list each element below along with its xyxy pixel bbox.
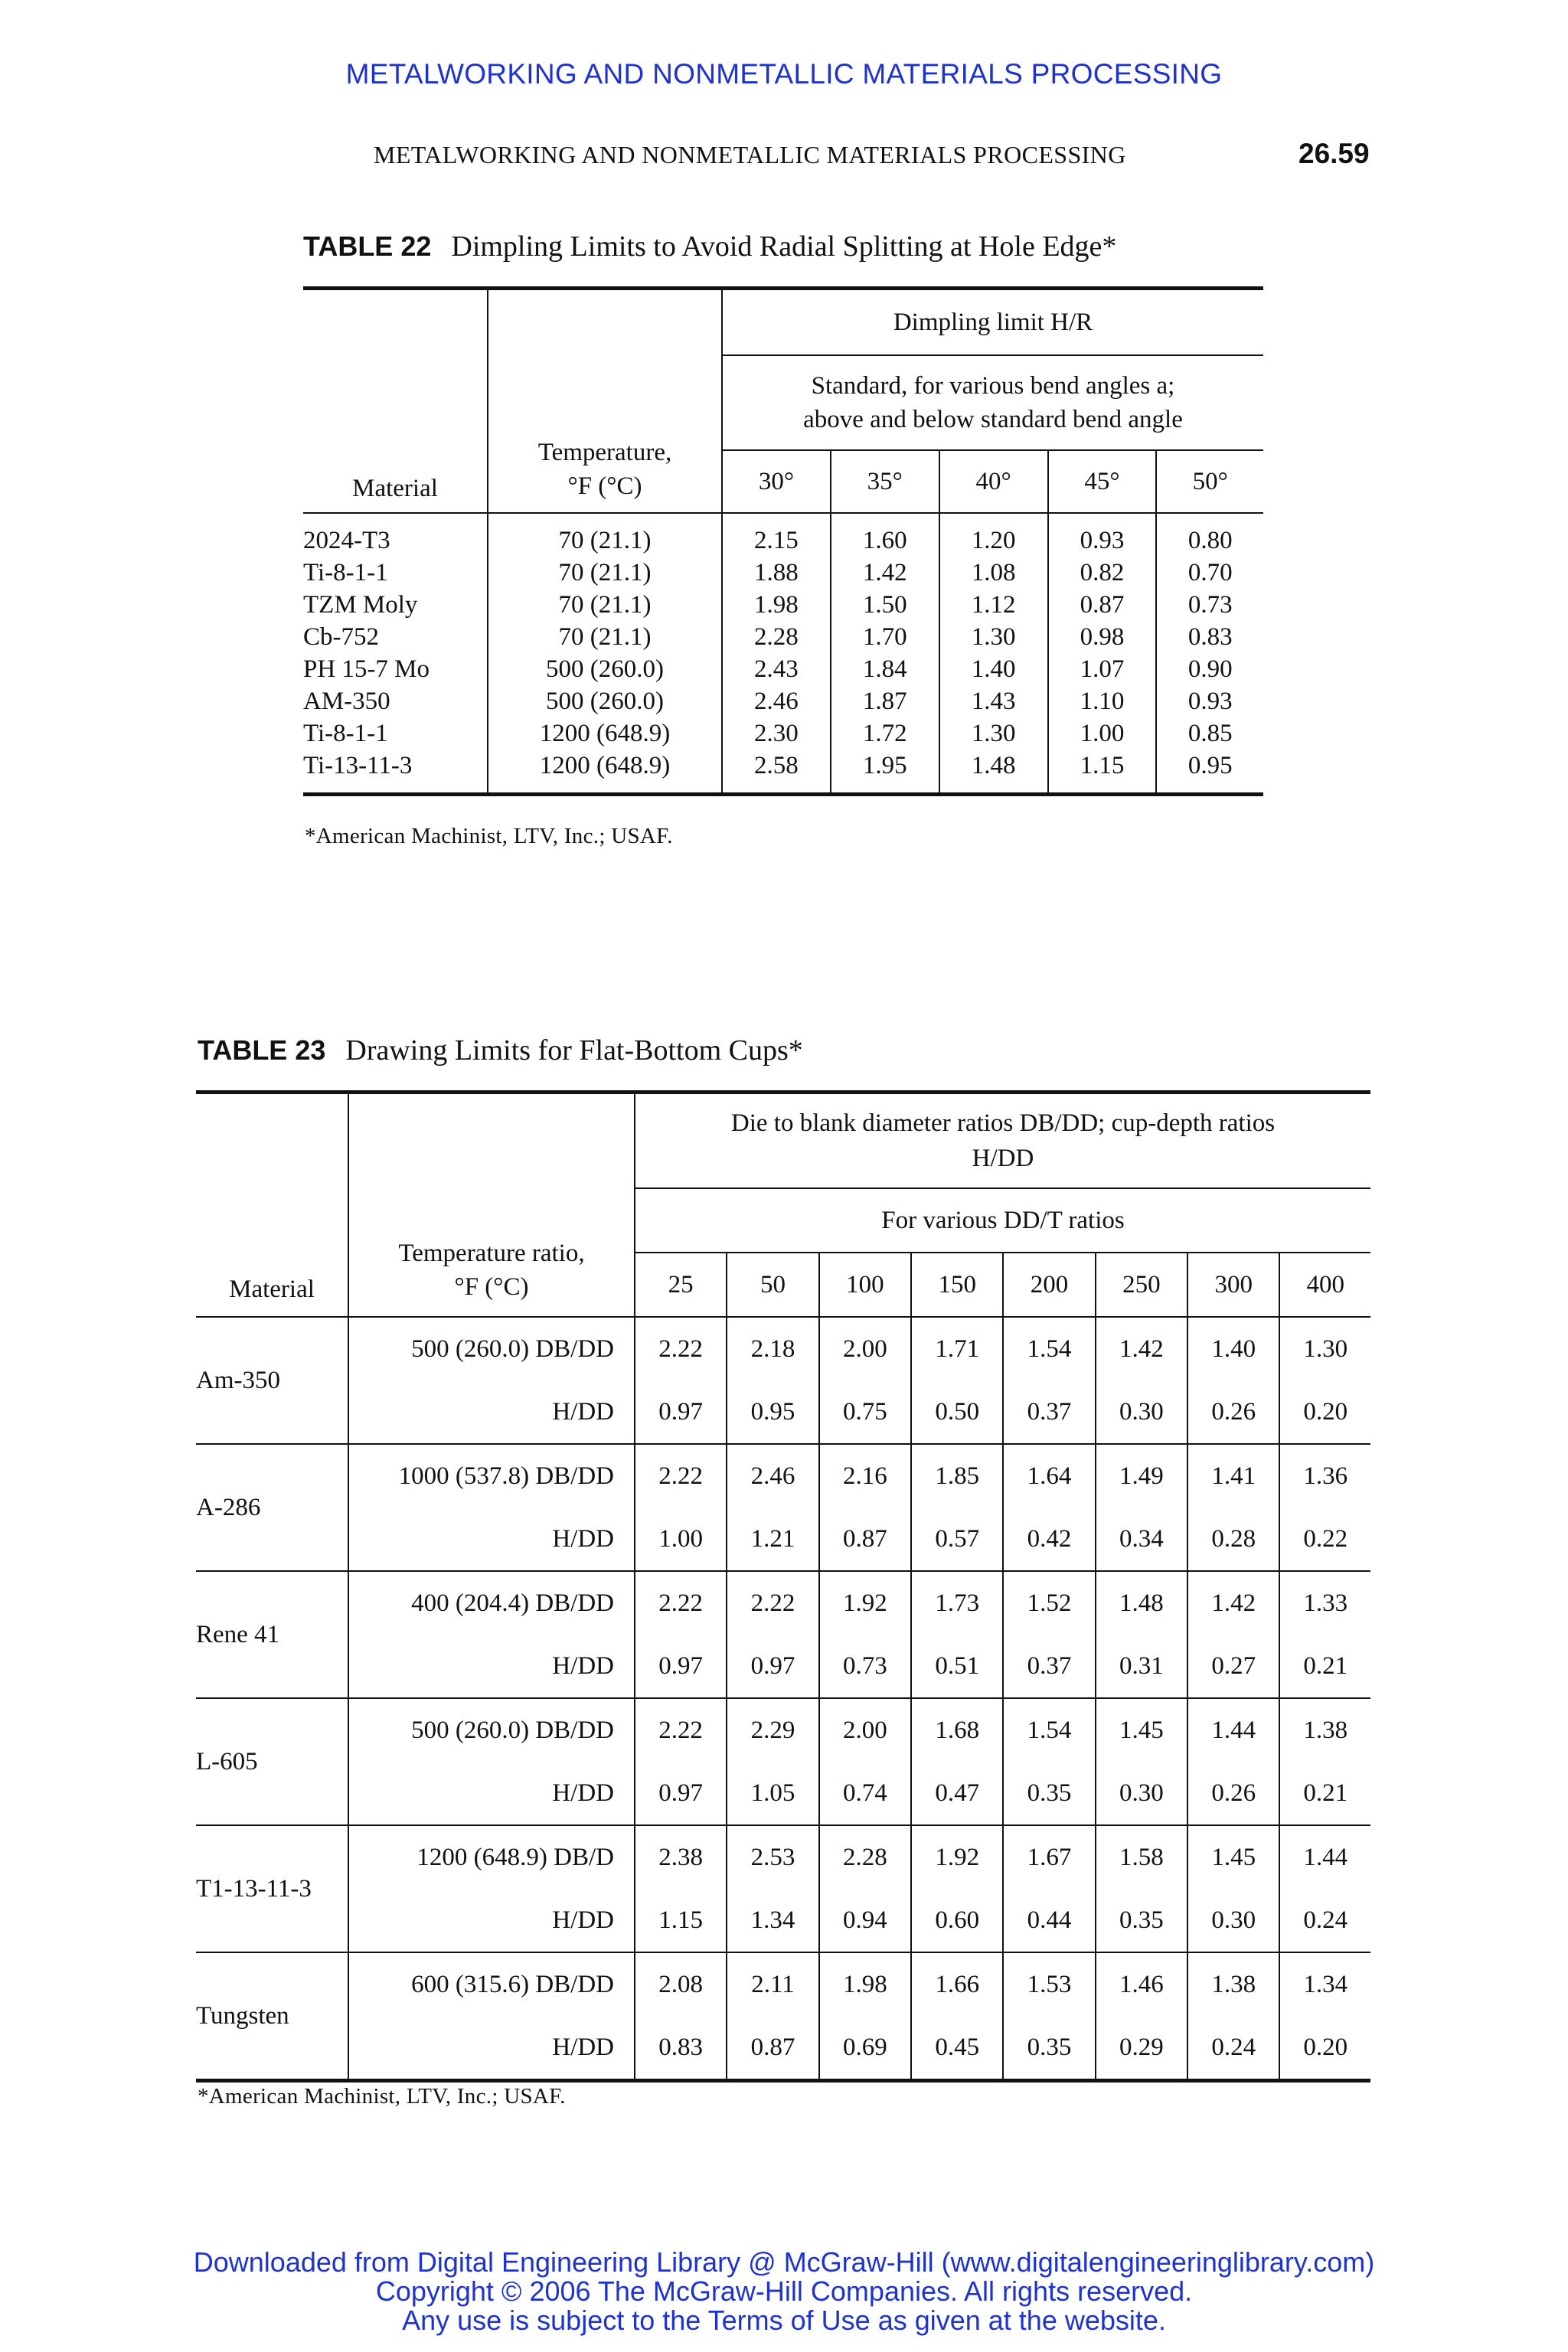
table23-value-cell: 0.45	[911, 2016, 1003, 2081]
table-row	[196, 1571, 1370, 1635]
table23-row-label-cell: 600 (315.6) DB/DD	[348, 1952, 635, 2016]
table22-header-dimpling: Dimpling limit H/R	[722, 289, 1263, 356]
table23-body	[196, 1317, 1370, 2081]
table23-header-temperature-line2: °F (°C)	[454, 1273, 529, 1301]
table23-value-cell: 0.75	[819, 1380, 911, 1444]
table23-value-cell: 2.29	[727, 1698, 818, 1762]
table22-header-standard-line2: above and below standard bend angle	[803, 406, 1183, 433]
table22-value-cell: 2.43	[722, 653, 831, 685]
table22-value-cell: 1.30	[939, 621, 1048, 653]
table22-label: TABLE 22	[303, 230, 432, 262]
table23-value-cell: 1.49	[1096, 1444, 1187, 1508]
table22-header-standard	[722, 355, 1263, 450]
table22-header-standard-line1: Standard, for various bend angles a;	[811, 372, 1175, 400]
table22-material-cell: Ti-8-1-1	[303, 719, 388, 747]
table22-value-cell: 1.30	[939, 717, 1048, 750]
table22-value-cell: 1.87	[831, 685, 939, 717]
footer-copyright-line: Copyright © 2006 The McGraw-Hill Companies. All rights reserved.	[375, 2275, 1193, 2307]
table23-title: Drawing Limits for Flat-Bottom Cups*	[345, 1034, 803, 1067]
table23-value-cell: 1.68	[911, 1698, 1003, 1762]
table23-value-cell: 0.51	[911, 1635, 1003, 1698]
table22-value-cell: 1.07	[1048, 653, 1157, 685]
table23-value-cell: 2.22	[635, 1698, 727, 1762]
table22-value-cell: 1.72	[831, 717, 939, 750]
table23-value-cell: 1.67	[1003, 1825, 1095, 1889]
table-row	[196, 1889, 1370, 1952]
table23-value-cell: 1.98	[819, 1952, 911, 2016]
table23-value-cell: 2.08	[635, 1952, 727, 2016]
table23-header-die-ratio	[635, 1093, 1370, 1189]
table22-value-cell: 0.87	[1048, 589, 1157, 621]
table-row	[303, 557, 1263, 589]
table-row	[196, 1635, 1370, 1698]
table23-value-cell: 1.44	[1187, 1698, 1279, 1762]
table-row	[196, 1825, 1370, 1889]
table22-material-cell: Cb-752	[303, 622, 379, 651]
table23-header-die-line1: Die to blank diameter ratios DB/DD; cup-depth ratios	[730, 1109, 1276, 1137]
table23-row-label-cell: H/DD	[348, 1762, 635, 1825]
table23-value-cell: 0.95	[727, 1380, 818, 1444]
table23-value-cell: 1.05	[727, 1762, 818, 1825]
table-row	[303, 750, 1263, 795]
table23-value-cell: 1.40	[1187, 1317, 1279, 1380]
table23-value-cell: 1.54	[1003, 1698, 1095, 1762]
table23-material-cell: L-605	[196, 1698, 348, 1825]
table23-ratio-header: 150	[911, 1253, 1003, 1317]
table22-temperature-cell: 70 (21.1)	[488, 589, 722, 621]
table22-value-cell: 1.15	[1048, 750, 1157, 795]
table22-value-cell: 1.10	[1048, 685, 1157, 717]
table23-value-cell: 1.41	[1187, 1444, 1279, 1508]
table22-temperature-cell: 70 (21.1)	[488, 557, 722, 589]
table23-material-cell: A-286	[196, 1444, 348, 1571]
table22-value-cell: 2.28	[722, 621, 831, 653]
table23-material-cell: Rene 41	[196, 1571, 348, 1698]
table23-value-cell: 1.92	[819, 1571, 911, 1635]
table22	[303, 286, 1263, 796]
table23-value-cell: 1.48	[1096, 1571, 1187, 1635]
table23-value-cell: 0.27	[1187, 1635, 1279, 1698]
table22-value-cell: 0.93	[1156, 685, 1263, 717]
table23-value-cell: 1.21	[727, 1508, 818, 1571]
table22-value-cell: 1.08	[939, 557, 1048, 589]
table23-row-label-cell: 400 (204.4) DB/DD	[348, 1571, 635, 1635]
table23-value-cell: 0.97	[635, 1762, 727, 1825]
table22-material-cell: AM-350	[303, 687, 390, 715]
table22-value-cell: 1.60	[831, 513, 939, 557]
table23-value-cell: 1.53	[1003, 1952, 1095, 2016]
table23-value-cell: 0.30	[1096, 1762, 1187, 1825]
table23-value-cell: 0.44	[1003, 1889, 1095, 1952]
table-row	[196, 1508, 1370, 1571]
table23-value-cell: 0.22	[1279, 1508, 1370, 1571]
table-row	[303, 653, 1263, 685]
table22-value-cell: 2.15	[722, 513, 831, 557]
table23-value-cell: 0.97	[635, 1635, 727, 1698]
table23-value-cell: 0.50	[911, 1380, 1003, 1444]
table23-value-cell: 0.26	[1187, 1762, 1279, 1825]
table23-value-cell: 1.71	[911, 1317, 1003, 1380]
table22-temperature-cell: 500 (260.0)	[488, 653, 722, 685]
table22-temperature-cell: 70 (21.1)	[488, 621, 722, 653]
table23-value-cell: 1.85	[911, 1444, 1003, 1508]
table-row	[196, 1380, 1370, 1444]
table22-value-cell: 0.82	[1048, 557, 1157, 589]
table23-value-cell: 0.42	[1003, 1508, 1095, 1571]
table23-value-cell: 2.00	[819, 1317, 911, 1380]
table23-value-cell: 0.20	[1279, 1380, 1370, 1444]
table-row	[303, 513, 1263, 557]
table22-value-cell: 1.20	[939, 513, 1048, 557]
table22-material-cell: Ti-8-1-1	[303, 558, 388, 586]
table23-value-cell: 0.28	[1187, 1508, 1279, 1571]
table22-value-cell: 1.43	[939, 685, 1048, 717]
table23-value-cell: 0.57	[911, 1508, 1003, 1571]
table22-header-temperature-line2: °F (°C)	[567, 472, 642, 500]
table23-row-label-cell: H/DD	[348, 1635, 635, 1698]
table23-value-cell: 1.42	[1187, 1571, 1279, 1635]
table23-value-cell: 0.24	[1187, 2016, 1279, 2081]
table22-angle-header: 40°	[939, 450, 1048, 513]
table22-value-cell: 0.85	[1156, 717, 1263, 750]
table23-value-cell: 0.74	[819, 1762, 911, 1825]
table23-value-cell: 0.26	[1187, 1380, 1279, 1444]
table23-value-cell: 1.92	[911, 1825, 1003, 1889]
table23-value-cell: 1.64	[1003, 1444, 1095, 1508]
table23-ratio-header: 100	[819, 1253, 911, 1317]
table23-value-cell: 2.16	[819, 1444, 911, 1508]
table23-value-cell: 0.47	[911, 1762, 1003, 1825]
table23-header-for-various: For various DD/T ratios	[635, 1188, 1370, 1253]
table22-material-cell: 2024-T3	[303, 526, 390, 554]
table22-value-cell: 0.95	[1156, 750, 1263, 795]
table23-value-cell: 0.24	[1279, 1889, 1370, 1952]
table23-value-cell: 1.54	[1003, 1317, 1095, 1380]
table22-title: Dimpling Limits to Avoid Radial Splitting at Hole Edge*	[451, 230, 1117, 263]
table23-value-cell: 2.38	[635, 1825, 727, 1889]
table23-value-cell: 1.15	[635, 1889, 727, 1952]
table23-value-cell: 1.36	[1279, 1444, 1370, 1508]
table22-temperature-cell: 70 (21.1)	[488, 513, 722, 557]
table23-ratio-header: 50	[727, 1253, 818, 1317]
table-row	[196, 1317, 1370, 1380]
table22-material-cell: Ti-13-11-3	[303, 751, 413, 779]
table23-value-cell: 2.28	[819, 1825, 911, 1889]
table23-material-cell: T1-13-11-3	[196, 1825, 348, 1952]
table23-value-cell: 1.00	[635, 1508, 727, 1571]
table22-header-temperature-line1: Temperature,	[537, 439, 672, 466]
table23-value-cell: 2.53	[727, 1825, 818, 1889]
table-row	[303, 717, 1263, 750]
table22-value-cell: 1.48	[939, 750, 1048, 795]
table22-value-cell: 1.12	[939, 589, 1048, 621]
table23-value-cell: 0.21	[1279, 1762, 1370, 1825]
table23-row-label-cell: 500 (260.0) DB/DD	[348, 1698, 635, 1762]
table23-ratio-header: 200	[1003, 1253, 1095, 1317]
table22-value-cell: 1.98	[722, 589, 831, 621]
table23-value-cell: 1.45	[1096, 1698, 1187, 1762]
table23-value-cell: 0.35	[1003, 2016, 1095, 2081]
table23-row-label-cell: 500 (260.0) DB/DD	[348, 1317, 635, 1380]
table23-value-cell: 2.22	[635, 1317, 727, 1380]
table22-value-cell: 1.00	[1048, 717, 1157, 750]
table23-footnote: *American Machinist, LTV, Inc.; USAF.	[198, 2084, 566, 2109]
table22-value-cell: 2.58	[722, 750, 831, 795]
table22-material-cell: PH 15-7 Mo	[303, 655, 430, 683]
table23-row-label-cell: H/DD	[348, 1508, 635, 1571]
table23-value-cell: 1.58	[1096, 1825, 1187, 1889]
page-number: 26.59	[1298, 138, 1370, 169]
table22-angle-header: 45°	[1048, 450, 1157, 513]
table23-value-cell: 1.33	[1279, 1571, 1370, 1635]
table-row	[196, 1698, 1370, 1762]
table23-row-label-cell: H/DD	[348, 1889, 635, 1952]
table-row	[196, 1444, 1370, 1508]
table23-value-cell: 2.46	[727, 1444, 818, 1508]
table22-caption	[303, 230, 1116, 263]
table23-header-material: Material	[196, 1093, 348, 1318]
table23-value-cell: 2.22	[635, 1571, 727, 1635]
table-row	[303, 685, 1263, 717]
table22-value-cell: 1.70	[831, 621, 939, 653]
table22-value-cell: 2.30	[722, 717, 831, 750]
table23-row-label-cell: 1000 (537.8) DB/DD	[348, 1444, 635, 1508]
table23-material-cell: Am-350	[196, 1317, 348, 1444]
table23-caption	[198, 1034, 803, 1067]
table22-value-cell: 0.83	[1156, 621, 1263, 653]
top-banner: METALWORKING AND NONMETALLIC MATERIALS PROCESSING	[345, 58, 1223, 90]
table22-temperature-cell: 500 (260.0)	[488, 685, 722, 717]
table23-value-cell: 1.34	[727, 1889, 818, 1952]
table23-label: TABLE 23	[198, 1034, 326, 1066]
table23-header-temperature-line1: Temperature ratio,	[398, 1240, 585, 1267]
table22-value-cell: 0.98	[1048, 621, 1157, 653]
table22-value-cell: 1.84	[831, 653, 939, 685]
table23-value-cell: 0.30	[1096, 1380, 1187, 1444]
table22-value-cell: 0.73	[1156, 589, 1263, 621]
table23-ratio-header: 300	[1187, 1253, 1279, 1317]
table22-value-cell: 2.46	[722, 685, 831, 717]
table23-value-cell: 1.34	[1279, 1952, 1370, 2016]
table23-value-cell: 0.37	[1003, 1635, 1095, 1698]
table22-temperature-cell: 1200 (648.9)	[488, 717, 722, 750]
table23-value-cell: 1.42	[1096, 1317, 1187, 1380]
table23-value-cell: 0.20	[1279, 2016, 1370, 2081]
table22-value-cell: 0.70	[1156, 557, 1263, 589]
table23-ratio-header: 250	[1096, 1253, 1187, 1317]
table-row	[303, 621, 1263, 653]
table23-value-cell: 1.46	[1096, 1952, 1187, 2016]
table23-material-cell: Tungsten	[196, 1952, 348, 2081]
table23-header-temperature	[348, 1093, 635, 1318]
table22-material-cell: TZM Moly	[303, 590, 418, 619]
table23-value-cell: 0.73	[819, 1635, 911, 1698]
table23-value-cell: 0.21	[1279, 1635, 1370, 1698]
table-row	[196, 1762, 1370, 1825]
table23-value-cell: 2.22	[635, 1444, 727, 1508]
table22-value-cell: 0.90	[1156, 653, 1263, 685]
table22-angle-header: 50°	[1156, 450, 1263, 513]
table23-value-cell: 1.52	[1003, 1571, 1095, 1635]
table23-value-cell: 0.87	[727, 2016, 818, 2081]
table23-value-cell: 1.30	[1279, 1317, 1370, 1380]
table22-body	[303, 513, 1263, 795]
table23-value-cell: 0.83	[635, 2016, 727, 2081]
table23-value-cell: 0.35	[1096, 1889, 1187, 1952]
table23-value-cell: 1.66	[911, 1952, 1003, 2016]
table23-value-cell: 2.18	[727, 1317, 818, 1380]
table22-angle-header: 30°	[722, 450, 831, 513]
table23-value-cell: 0.94	[819, 1889, 911, 1952]
table23-value-cell: 2.22	[727, 1571, 818, 1635]
table23-value-cell: 1.38	[1279, 1698, 1370, 1762]
table22-header-temperature	[488, 289, 722, 514]
table23-value-cell: 0.37	[1003, 1380, 1095, 1444]
table23-ratio-header: 400	[1279, 1253, 1370, 1317]
table23-value-cell: 2.00	[819, 1698, 911, 1762]
table-row	[196, 2016, 1370, 2081]
table23-value-cell: 0.60	[911, 1889, 1003, 1952]
table22-value-cell: 1.88	[722, 557, 831, 589]
table23-value-cell: 1.44	[1279, 1825, 1370, 1889]
table23-value-cell: 0.29	[1096, 2016, 1187, 2081]
table23-value-cell: 0.97	[635, 1380, 727, 1444]
table-row	[303, 589, 1263, 621]
table23-row-label-cell: 1200 (648.9) DB/D	[348, 1825, 635, 1889]
table22-value-cell: 0.93	[1048, 513, 1157, 557]
table22-value-cell: 0.80	[1156, 513, 1263, 557]
table23-value-cell: 0.34	[1096, 1508, 1187, 1571]
table23-value-cell: 1.73	[911, 1571, 1003, 1635]
table23-value-cell: 0.35	[1003, 1762, 1095, 1825]
table22-value-cell: 1.40	[939, 653, 1048, 685]
table23	[196, 1090, 1370, 2082]
table23-value-cell: 1.45	[1187, 1825, 1279, 1889]
table22-value-cell: 1.50	[831, 589, 939, 621]
footer-download-line: Downloaded from Digital Engineering Library @ McGraw-Hill (www.digitalengineeringlibrary.com)	[193, 2246, 1375, 2278]
table23-value-cell: 0.87	[819, 1508, 911, 1571]
table22-value-cell: 1.95	[831, 750, 939, 795]
table23-header-die-line2: H/DD	[972, 1145, 1034, 1172]
table23-ratio-header: 25	[635, 1253, 727, 1317]
table23-value-cell: 0.30	[1187, 1889, 1279, 1952]
table23-value-cell: 0.69	[819, 2016, 911, 2081]
table22-angle-header: 35°	[831, 450, 939, 513]
table22-footnote: *American Machinist, LTV, Inc.; USAF.	[305, 824, 673, 848]
table22-value-cell: 1.42	[831, 557, 939, 589]
table23-row-label-cell: H/DD	[348, 1380, 635, 1444]
table22-temperature-cell: 1200 (648.9)	[488, 750, 722, 795]
table23-row-label-cell: H/DD	[348, 2016, 635, 2081]
table-row	[196, 1952, 1370, 2016]
table23-value-cell: 0.31	[1096, 1635, 1187, 1698]
footer-terms-line: Any use is subject to the Terms of Use as given at the website.	[402, 2305, 1166, 2336]
running-head: METALWORKING AND NONMETALLIC MATERIALS PROCESSING	[374, 141, 1126, 168]
table23-value-cell: 0.97	[727, 1635, 818, 1698]
table23-value-cell: 1.38	[1187, 1952, 1279, 2016]
table22-header-material: Material	[303, 289, 488, 514]
table23-value-cell: 2.11	[727, 1952, 818, 2016]
